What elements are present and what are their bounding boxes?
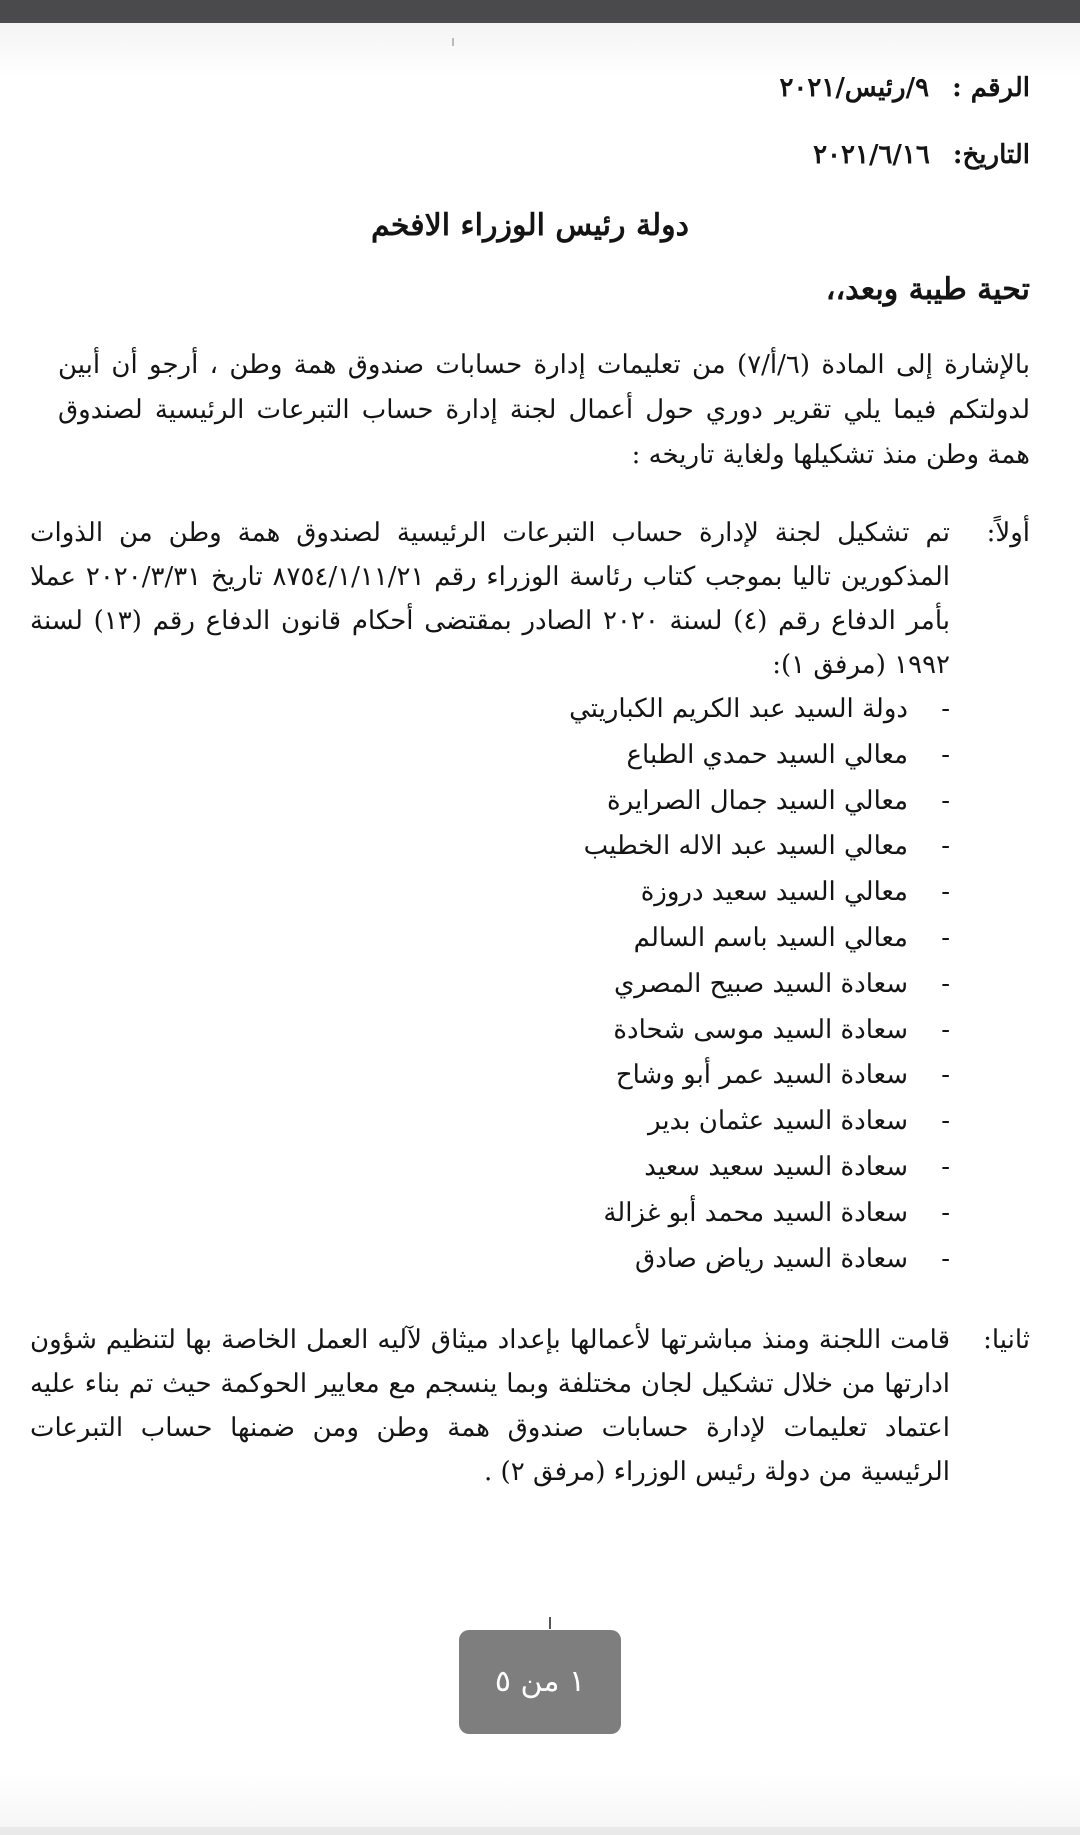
list-item [30, 733, 950, 779]
section-second [30, 1318, 1030, 1508]
section-second-body: قامت اللجنة ومنذ مباشرتها لأعمالها بإعداد ميثاق لآليه العمل الخاصة بها لتنظيم شؤون ادارتها من خلال تشكيل لجان مختلفة وبما ينسجم مع معايير الحوكمة حيث تم بناء عليه اعتماد تعليمات لإدارة حسابات صندوق همة وطن ومن ضمنها حساب التبرعات الرئيسية من دولة رئيس الوزراء (مرفق ٢) . [30, 1325, 950, 1487]
list-item [30, 1008, 950, 1054]
list-item [30, 1191, 950, 1237]
reference-value: ٩/رئيس/٢٠٢١ [779, 73, 930, 103]
section-first [30, 511, 1030, 1274]
member-name: سعادة السيد محمد أبو غزالة [603, 1197, 908, 1228]
section-first-body [30, 511, 950, 1282]
list-item [30, 916, 950, 962]
bullet-dash: - [941, 1151, 950, 1182]
section-first-label: أولاً: [986, 518, 1030, 548]
reference-label: الرقم : [952, 73, 1030, 103]
scan-mark [452, 38, 454, 46]
letter-date [813, 140, 1030, 170]
member-name: سعادة السيد صبيح المصري [613, 968, 908, 999]
greeting: تحية طيبة وبعد،، [825, 272, 1030, 307]
list-item [30, 824, 950, 870]
committee-members-list [30, 687, 950, 1282]
status-bar [0, 0, 1080, 23]
date-label: التاريخ: [952, 140, 1030, 170]
list-item [30, 779, 950, 825]
member-name: معالي السيد جمال الصرايرة [607, 785, 908, 816]
list-item [30, 1145, 950, 1191]
member-name: دولة السيد عبد الكريم الكباريتي [569, 694, 908, 724]
bullet-dash: - [941, 1014, 950, 1045]
bullet-dash: - [941, 1197, 950, 1228]
member-name: سعادة السيد موسى شحادة [613, 1014, 908, 1045]
bullet-dash: - [941, 1106, 950, 1137]
bottom-edge [0, 1827, 1080, 1835]
date-value: ٢٠٢١/٦/١٦ [813, 140, 930, 170]
reference-number [779, 73, 1030, 103]
bullet-dash: - [941, 694, 950, 724]
bullet-dash: - [941, 1060, 950, 1091]
recipient-title: دولة رئيس الوزراء الافخم [370, 208, 690, 243]
member-name: معالي السيد عبد الاله الخطيب [583, 831, 908, 862]
bullet-dash: - [941, 1243, 950, 1274]
bullet-dash: - [941, 831, 950, 862]
member-name: معالي السيد حمدي الطباع [626, 739, 908, 770]
member-name: سعادة السيد سعيد سعيد [644, 1151, 908, 1182]
list-item [30, 962, 950, 1008]
list-item [30, 1053, 950, 1099]
member-name: سعادة السيد عثمان بدير [648, 1106, 908, 1137]
member-name: معالي السيد سعيد دروزة [640, 877, 908, 908]
scan-mark [549, 1617, 551, 1629]
member-name: سعادة السيد رياض صادق [635, 1243, 908, 1274]
bullet-dash: - [941, 785, 950, 816]
list-item [30, 687, 950, 733]
bullet-dash: - [941, 877, 950, 908]
section-first-text: تم تشكيل لجنة لإدارة حساب التبرعات الرئيسية لصندوق همة وطن من الذوات المذكورين تاليا بموجب كتاب رئاسة الوزراء رقم ٨٧٥٤/١/١١/٢١ تاريخ ٢٠٢٠/٣/٣١ عملا بأمر الدفاع رقم (٤) لسنة ٢٠٢٠ الصادر بمقتضى أحكام قانون الدفاع رقم (١٣) لسنة ١٩٩٢ (مرفق ١): [30, 518, 950, 680]
list-item [30, 1237, 950, 1283]
list-item [30, 870, 950, 916]
intro-paragraph: بالإشارة إلى المادة (٦/أ/٧) من تعليمات إدارة حسابات صندوق همة وطن ، أرجو أن أبين لدولتكم فيما يلي تقرير دوري حول أعمال لجنة إدارة حساب التبرعات الرئيسية لصندوق همة وطن منذ تشكيلها ولغاية تاريخه : [58, 350, 1030, 470]
bullet-dash: - [941, 922, 950, 953]
bullet-dash: - [941, 739, 950, 770]
page-indicator: ١ من ٥ [459, 1630, 621, 1734]
list-item [30, 1099, 950, 1145]
bullet-dash: - [941, 968, 950, 999]
member-name: معالي السيد باسم السالم [633, 922, 908, 953]
section-second-label: ثانيا: [983, 1325, 1030, 1355]
member-name: سعادة السيد عمر أبو وشاح [615, 1060, 908, 1091]
